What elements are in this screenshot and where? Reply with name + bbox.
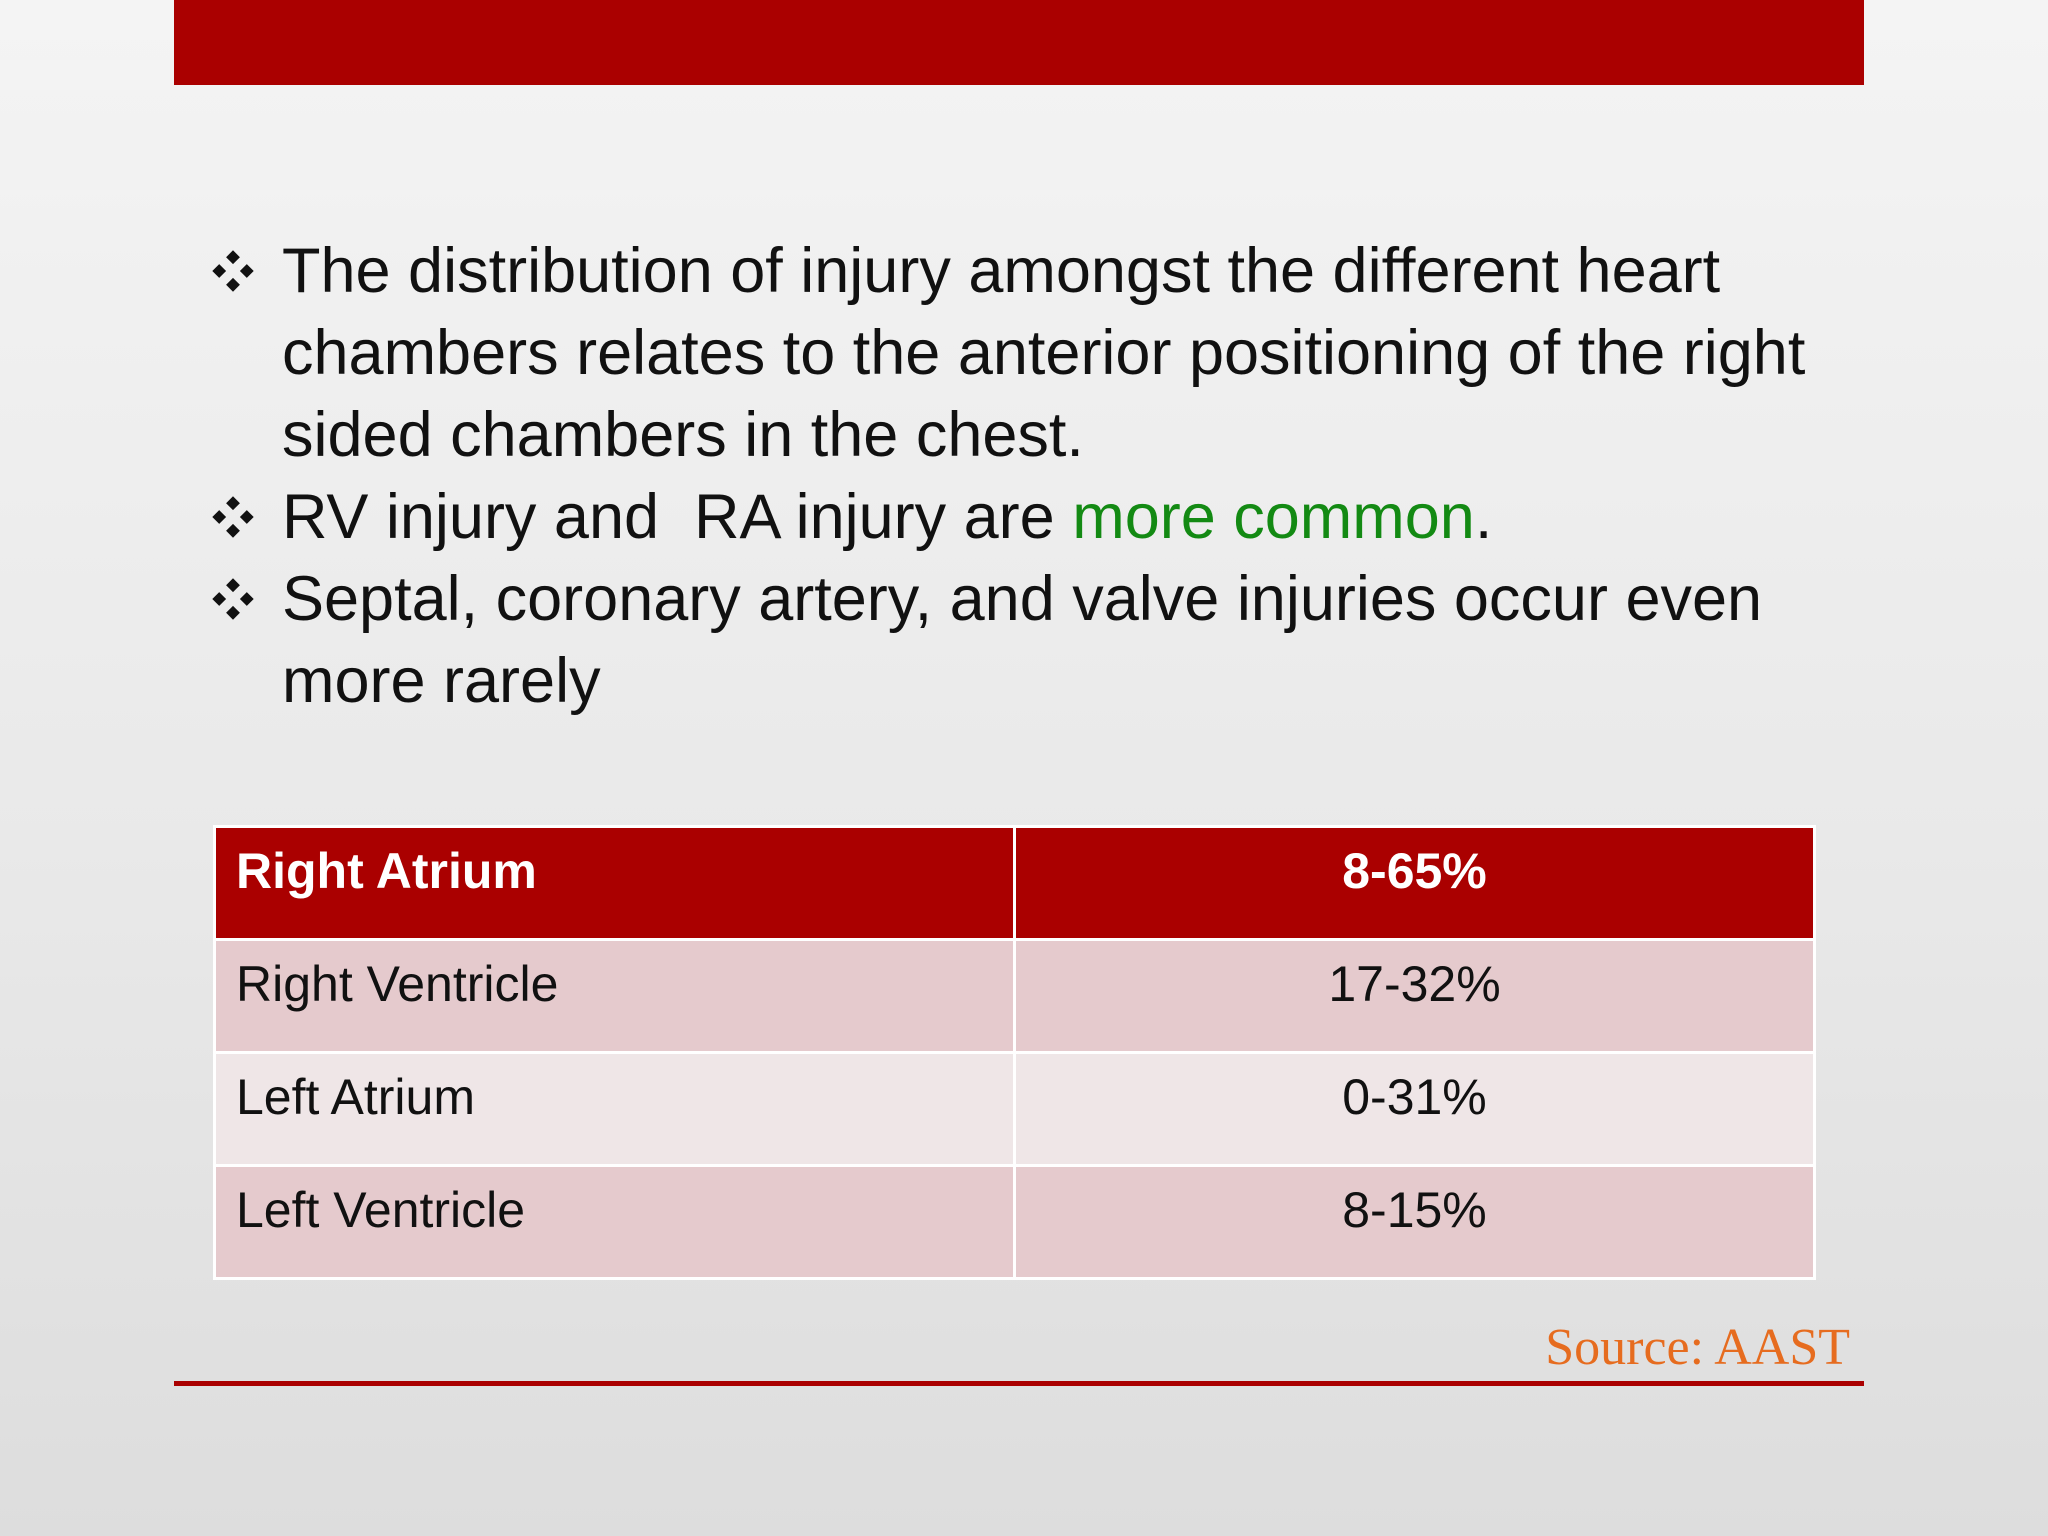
bullet-item	[210, 558, 1860, 722]
table-cell-value: 8-65%	[1015, 827, 1815, 940]
table-cell-value: 8-15%	[1015, 1166, 1815, 1279]
table-cell-label: Left Ventricle	[215, 1166, 1015, 1279]
source-citation: Source: AAST	[1545, 1319, 1850, 1376]
table-cell-label: Right Atrium	[215, 827, 1015, 940]
four-diamond-bullet-icon	[210, 476, 266, 558]
table-cell-label: Right Ventricle	[215, 940, 1015, 1053]
four-diamond-bullet-icon	[210, 558, 266, 640]
table-cell-value: 17-32%	[1015, 940, 1815, 1053]
chamber-injury-table	[213, 825, 1816, 1280]
bullet-highlight-text: more common	[1072, 482, 1475, 552]
table-row	[215, 940, 1815, 1053]
bullet-list	[210, 230, 1860, 722]
table-cell-value: 0-31%	[1015, 1053, 1815, 1166]
bottom-divider	[174, 1381, 1864, 1386]
bullet-item	[210, 230, 1860, 476]
four-diamond-bullet-icon	[210, 230, 266, 312]
bullet-item	[210, 476, 1860, 558]
bullet-text: Septal, coronary artery, and valve injuries occur even more rarely	[282, 564, 1763, 716]
bullet-text-end: .	[1474, 482, 1493, 552]
table-cell-label: Left Atrium	[215, 1053, 1015, 1166]
top-accent-bar	[174, 0, 1864, 85]
table-row	[215, 1166, 1815, 1279]
table-row	[215, 1053, 1815, 1166]
table-row	[215, 827, 1815, 940]
bullet-text: RV injury and RA injury are	[282, 482, 1073, 552]
bullet-text: The distribution of injury amongst the different heart chambers relates to the anterior positioning of the right sided chambers in the chest.	[282, 236, 1806, 470]
